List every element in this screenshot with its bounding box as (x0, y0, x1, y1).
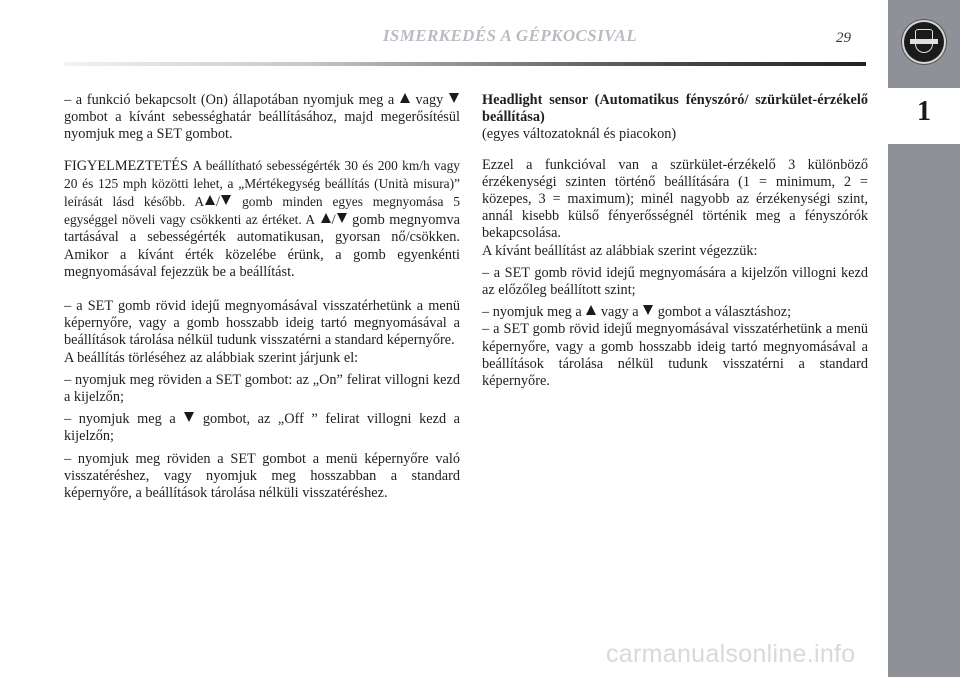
watermark-text: carmanualsonline.info (606, 640, 856, 668)
triangle-down-icon (643, 305, 653, 315)
list-item-return-menu: – a SET gomb rövid idejű megnyomásával visszatérhetünk a menü képernyőre, vagy a gomb hosszabb ideig tartó megnyomásával a beállítások tárolása nélkül tudunk visszatérni a standard képernyőre. (482, 321, 868, 390)
paragraph-setting-intro: A kívánt beállítást az alábbiak szerint végezzük: (482, 242, 758, 259)
paragraph-set-speed-limit: – a funkció bekapcsolt (On) állapotában nyomjuk meg a vagy gombot a kívánt sebességhatár beállításához, majd megerősítésül nyomjuk meg a SET gombot. (64, 92, 460, 143)
right-text-column (482, 92, 868, 390)
triangle-up-icon (205, 195, 215, 205)
section-subheading: (egyes változatoknál és piacokon) (482, 126, 677, 143)
list-item-select-level: – nyomjuk meg a vagy a gombot a választáshoz; (482, 304, 792, 321)
triangle-down-icon (221, 195, 231, 205)
triangle-down-icon (337, 213, 347, 223)
lancia-logo (904, 22, 944, 62)
header-divider (64, 62, 866, 66)
section-heading: Headlight sensor (Automatikus fényszóró/ szürkület-érzékelő beállítása) (482, 92, 868, 126)
triangle-up-icon (400, 93, 410, 103)
list-item-return-standard: – nyomjuk meg röviden a SET gombot a menü képernyőre való visszatéréshez, vagy nyomjuk meg hosszabban a standard képernyőre, a beállítások tárolása nélküli visszatéréshez. (64, 450, 460, 502)
paragraph-return-menu: – a SET gomb rövid idejű megnyomásával visszatérhetünk a menü képernyőre, vagy a gomb hosszabb ideig tartó megnyomásával a beállítások tárolása nélkül tudunk visszatérni a standard képernyőre. (64, 298, 460, 349)
list-item-press-down: – nyomjuk meg a gombot, az „Off ” felirat villogni kezd a kijelzőn; (64, 411, 461, 445)
triangle-up-icon (586, 305, 596, 315)
logo-bar-shape (910, 39, 938, 44)
triangle-down-icon (184, 412, 194, 422)
chapter-number: 1 (917, 96, 931, 127)
triangle-down-icon (449, 93, 459, 103)
page-header-title: ISMERKEDÉS A GÉPKOCSIVAL (382, 26, 638, 45)
warning-label: FIGYELMEZTETÉS (64, 157, 188, 174)
paragraph-sensor-levels: Ezzel a funkcióval van a szürkület-érzékelő 3 különböző érzékenységi szinten történő beállítására (1 = minimum, 2 = közepes, 3 = maximum); minél nagyobb az érzékenységi szint, annál kisebb külső fényerősségnél történik meg a fényszórók bekapcsolása. (482, 156, 868, 242)
list-item-press-set: – nyomjuk meg röviden a SET gombot: az „On” felirat villogni kezd a kijelzőn; (64, 371, 460, 406)
paragraph-warning: FIGYELMEZTETÉS A beállítható sebességérték 30 és 200 km/h vagy 20 és 125 mph közötti lehet, a „Mértékegység beállítás (Unità misura)” leírását lásd később. A / gomb minden egyes megnyomása 5 egységgel növeli vagy csökkenti az értéket. A / gomb megnyomva tartásával a sebességérték automatikusan, gyorsan nő/csökken. Amikor a kívánt érték közelébe érünk, a gomb egyenkénti megnyomásával fejezzük be a beállítást. (64, 157, 461, 280)
list-item-press-set: – a SET gomb rövid idejű megnyomására a kijelzőn villogni kezd az előzőleg beállított szint; (482, 264, 868, 299)
left-text-column (64, 92, 460, 502)
triangle-up-icon (321, 213, 331, 223)
page-number: 29 (836, 30, 851, 46)
paragraph-delete-intro: A beállítás törléséhez az alábbiak szerint járjunk el: (64, 349, 359, 366)
